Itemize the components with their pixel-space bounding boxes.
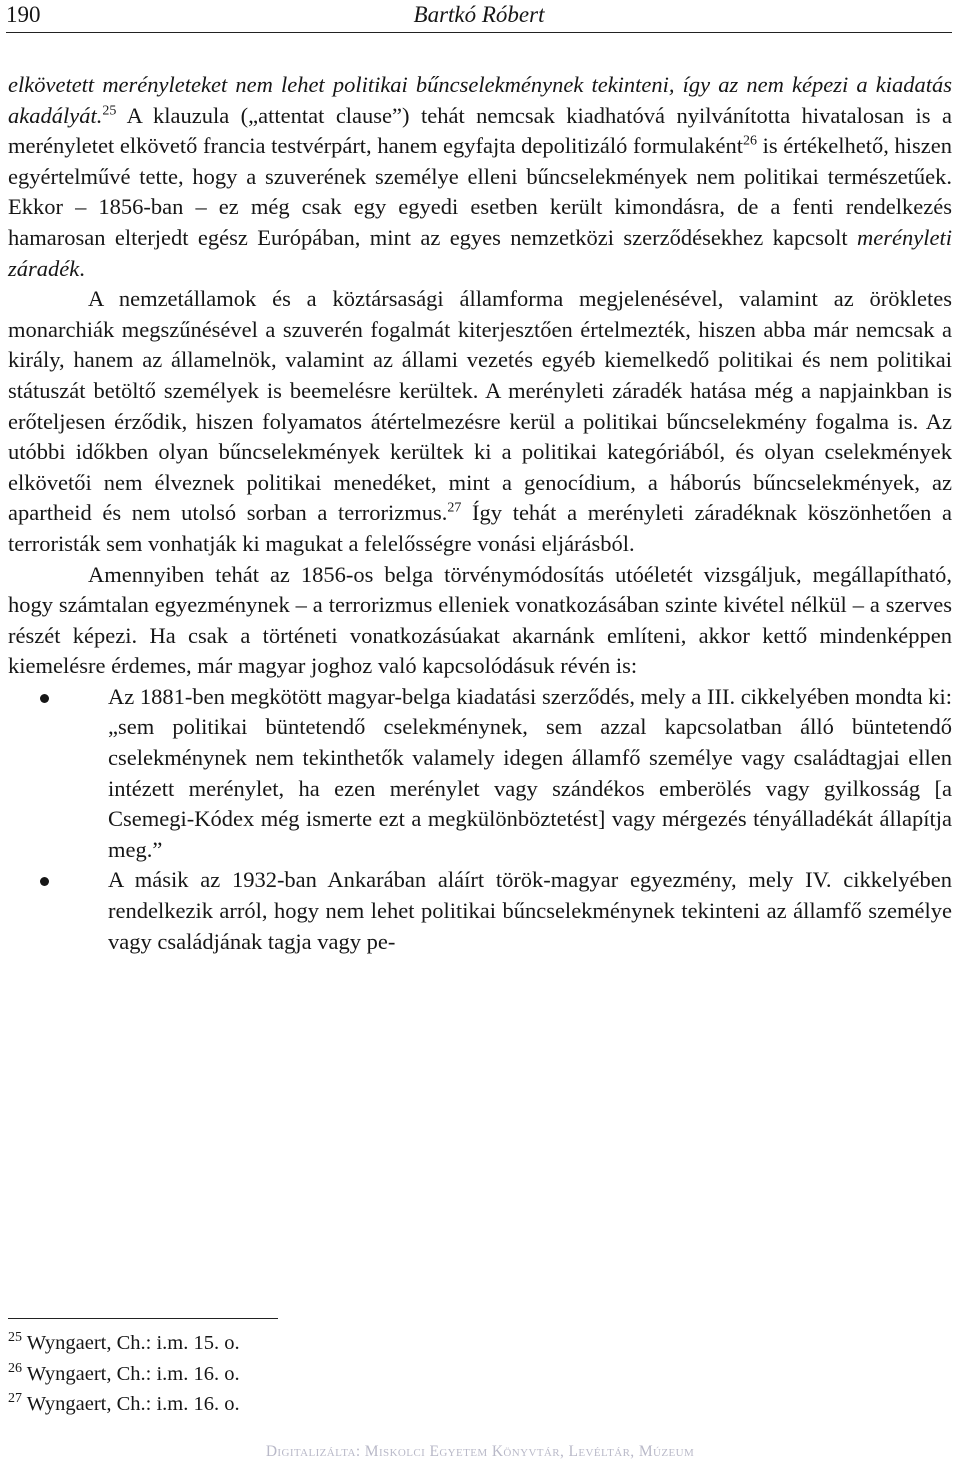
bullet-icon bbox=[40, 694, 49, 703]
footnote-text: Wyngaert, Ch.: i.m. 16. o. bbox=[22, 1393, 240, 1415]
footnote-25 bbox=[8, 1328, 708, 1359]
footnote-text: Wyngaert, Ch.: i.m. 16. o. bbox=[22, 1362, 240, 1385]
bullet-icon bbox=[40, 877, 49, 886]
paragraph-1-text-b: is értékelhető, hiszen egyértelművé tette, hogy a szuverének személye elleni bűncselekmények nem politikai természetűek. Ekkor – 1856-ban – ez még csak egy egyedi esetben került kimondásra, de a fenti rendelkezés hamarosan elterjedt egész Európában, mint az egyes nemzetközi szerződésekhez kapcsolt bbox=[8, 133, 952, 250]
page-number: 190 bbox=[6, 2, 41, 27]
paragraph-2-text-b: Így tehát a merényleti záradéknak köszönhetően a terroristák sem vonhatják ki magukat a felelősségre vonási eljárásból. bbox=[8, 500, 952, 556]
paragraph-1-end: . bbox=[79, 255, 85, 281]
footnote-ref-26: 26 bbox=[742, 133, 757, 149]
list-item bbox=[8, 682, 952, 866]
footnote-ref-25: 25 bbox=[102, 103, 117, 119]
body-text bbox=[8, 70, 952, 957]
footnote-text: Wyngaert, Ch.: i.m. 15. o. bbox=[22, 1332, 240, 1354]
list-item-text: A másik az 1932-ban Ankarában aláírt török-magyar egyezmény, mely IV. cikkelyében rendelkezik arról, hogy nem lehet politikai bűncselekménynek tekinteni az államfő személye vagy családjának tagja vagy pe- bbox=[108, 867, 952, 954]
footnote-divider bbox=[8, 1318, 278, 1319]
emphasis-merenyleti-zaradek: merényleti záradék bbox=[8, 224, 952, 281]
paragraph-3: Amennyiben tehát az 1856-os belga törvénymódosítás utóéletét vizsgáljuk, megállapítható, hogy számtalan egyezménynek – a terrorizmus elleniek vonatkozásában szinte kivétel nélkül – a szerves részét képezi. Ha csak a történeti vonatkozásúakat akarnánk említeni, akkor kettő mindenképpen kiemelésre érdemes, már magyar joghoz való kapcsolódásuk révén is: bbox=[8, 561, 952, 679]
footnote-number: 27 bbox=[8, 1391, 22, 1407]
treaty-list bbox=[8, 682, 952, 957]
footnote-number: 26 bbox=[8, 1360, 22, 1376]
paragraph-1-italic-lead: elkövetett merényleteket nem lehet politikai bűncselekménynek tekinteni, így az nem képezi a kiadatás akadályát. bbox=[8, 72, 952, 128]
running-head-author: Bartkó Róbert bbox=[413, 2, 545, 27]
paragraph-1 bbox=[8, 70, 952, 284]
footnote-27 bbox=[8, 1389, 708, 1420]
footnote-ref-27: 27 bbox=[447, 500, 462, 516]
paragraph-2-text-a: A nemzetállamok és a köztársasági államforma megjelenésével, valamint az örökletes monarchiák megszűnésével a szuverén fogalmát kiterjesztően értelmezték, hiszen abba már nemcsak a király, hanem az államelnök, valamint az állami vezetés egyéb kiemelkedő politikai és nem politikai státuszát betöltő személyek is beemelésre kerültek. A merényleti záradék hatása még a napjainkban is erőteljesen érződik, hiszen folyamatos átértelmezésre kerül a politikai bűncselekmény fogalma is. Az utóbbi időkben olyan bűncselekmények kerültek ki a politikai kategóriából, és olyan cselekmények elkövetői nem élveznek politikai menedéket, mint a genocídium, a háborús bűncselekmények, az apartheid és nem utolsó sorban a terrorizmus. bbox=[8, 286, 952, 526]
list-item bbox=[8, 865, 952, 957]
paragraph-1-text-a: A klauzula („attentat clause”) tehát nemcsak kiadhatóvá nyilvánította hivatalosan is a merényletet elkövető francia testvérpárt, hanem egyfajta depolitizáló formulaként bbox=[8, 102, 952, 159]
digitization-watermark: Digitalizálta: Miskolci Egyetem Könyvtár, Levéltár, Múzeum bbox=[265, 1443, 695, 1460]
list-item-text: Az 1881-ben megkötött magyar-belga kiadatási szerződés, mely a III. cikkelyében mondta ki: „sem politikai büntetendő cselekménynek, sem azzal kapcsolatban álló büntetendő cselekménynek nem tekinthetők valamely idegen államfő személye vagy családtagjai ellen intézett merénylet, ha ezen merénylet vagy szándékos emberölés vagy gyilkosság [a Csemegi-Kódex még ismerte ezt a megkülönböztetést] vagy mérgezés tényálladékát állapítja meg.” bbox=[108, 683, 952, 862]
footnote-number: 25 bbox=[8, 1330, 22, 1346]
page-header bbox=[6, 2, 952, 33]
paragraph-2 bbox=[8, 284, 952, 559]
footnotes bbox=[8, 1328, 708, 1420]
footnote-26 bbox=[8, 1359, 708, 1390]
